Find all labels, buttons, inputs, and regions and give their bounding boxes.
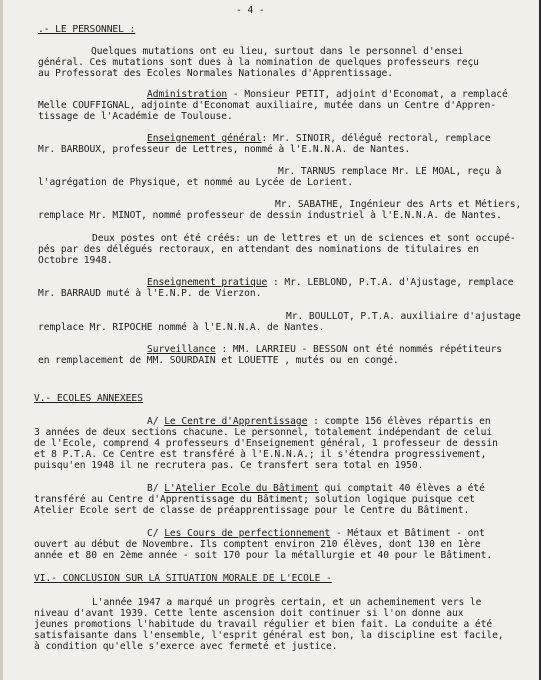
sabathe-line: remplace Mr. MINOT, nommé professeur de dessin industriel à l'E.N.N.A. de Nantes. — [38, 210, 502, 221]
enseignement-general-paragraph: Enseignement général: Mr. SINOIR, délégué rectoral, remplace — [147, 133, 491, 144]
surveillance-line: en remplacement de MM. SOURDAIN et LOUETTE , mutés ou en congé. — [38, 355, 399, 366]
centre-paragraph: A/ Le Centre d'Apprentissage : compte 156 élèves répartis en — [147, 416, 491, 427]
enseignement-general-label: Enseignement général — [147, 133, 262, 144]
enseignement-pratique-paragraph: Enseignement pratique : Mr. LEBLOND, P.T.A. d'Ajustage, remplace — [147, 277, 514, 288]
enseignement-pratique-label: Enseignement pratique — [147, 277, 268, 288]
cours-line: ouvert au début de Novembre. Ils comptent environ 210 élèves, dont 130 en 1ère — [34, 539, 481, 550]
surveillance-label: Surveillance — [147, 344, 216, 355]
surveillance-paragraph: Surveillance : MM. LARRIEU - BESSON ont été nommés répétiteurs — [147, 344, 503, 355]
personnel-intro-line: général. Ces mutations sont dues à la nomination de quelques professeurs reçu — [38, 57, 479, 68]
page-number: - 4 - — [236, 5, 265, 16]
centre-label: Le Centre d'Apprentissage — [164, 416, 308, 427]
postes-line: Octobre 1948. — [38, 255, 113, 266]
atelier-line: transféré au Centre d'Apprentissage du Bâtiment; solution logique puisque cet — [34, 494, 475, 505]
sabathe-line: Mr. SABATHE, Ingénieur des Arts et Métiers, — [275, 199, 522, 210]
atelier-paragraph: B/ L'Atelier Ecole du Bâtiment qui comptait 40 élèves a été — [147, 483, 485, 494]
conclusion-line: jeunes promotions l'habitude du travail régulier et bien fait. La conduite a été — [34, 619, 493, 630]
tarnus-line: Mr. TARNUS remplace Mr. LE MOAL, reçu à — [278, 166, 502, 177]
conclusion-line: à condition qu'elle s'exerce avec fermeté et justice. — [34, 641, 338, 652]
personnel-intro-line: Quelques mutations ont eu lieu, surtout dans le personnel d'ensei — [91, 46, 464, 57]
personnel-intro-line: au Professorat des Ecoles Normales Nationales d'Apprentissage. — [38, 68, 394, 79]
tarnus-line: l'agrégation de Physique, et nommé au Lycée de Lorient. — [38, 177, 353, 188]
section-heading-personnel: .- LE PERSONNEL : — [38, 24, 136, 35]
section-heading-conclusion: VI.- CONCLUSION SUR LA SITUATION MORALE DE L'ECOLE - — [34, 573, 332, 584]
administration-paragraph: Administration - Monsieur PETIT, adjoint d'Economat, a remplacé — [147, 89, 508, 100]
administration-line: Melle COUFFIGNAL, adjointe d'Economat auxiliaire, mutée dans un Centre d'Appren- — [38, 100, 497, 111]
atelier-label: L'Atelier Ecole du Bâtiment — [164, 483, 319, 494]
page-left-edge — [0, 0, 3, 680]
administration-label: Administration — [147, 89, 228, 100]
section-heading-annexes: V.- ECOLES ANNEXEES — [34, 393, 143, 404]
enseignement-general-line: Mr. BARBOUX, professeur de Lettres, nommé à l'E.N.N.A. de Nantes. — [38, 144, 411, 155]
centre-line: et 8 P.T.A. Ce Centre est transféré à l'E.N.N.A.; il s'étendra progressivement, — [34, 449, 487, 460]
administration-line: tissage de l'Académie de Toulouse. — [38, 111, 233, 122]
boullot-line: Mr. BOULLOT, P.T.A. auxiliaire d'ajustage — [286, 311, 521, 322]
cours-label: Les Cours de perfectionnement — [164, 528, 331, 539]
centre-line: de l'Ecole, comprend 4 professeurs d'Enseignement général, 1 professeur de dessin — [34, 438, 498, 449]
conclusion-line: satisfaisante dans l'ensemble, l'esprit général est bon, la discipline est facile, — [34, 630, 504, 641]
atelier-line: Atelier Ecole sert de classe de préapprentissage pour le Centre du Bâtiment. — [34, 505, 470, 516]
centre-line: 3 années de deux sections chacune. Le personnel, totalement indépendant de celui — [34, 427, 493, 438]
conclusion-line: niveau d'avant 1939. Cette lente ascension doit continuer si l'on donne aux — [34, 608, 464, 619]
centre-line: puisqu'en 1948 il ne recrutera pas. Ce transfert sera total en 1950. — [34, 460, 424, 471]
boullot-line: remplace Mr. RIPOCHE nommé à l'E.N.N.A. de Nantes. — [38, 322, 325, 333]
cours-paragraph: C/ Les Cours de perfectionnement - Métaux et Bâtiment - ont — [147, 528, 485, 539]
postes-line: pés par des délégués rectoraux, en attendant des nominations de titulaires en — [38, 244, 479, 255]
postes-line: Deux postes ont été créés: un de lettres et un de sciences et sont occupé- — [92, 233, 516, 244]
conclusion-line: L'année 1947 a marqué un progrès certain, et un acheminement vers le — [92, 597, 482, 608]
cours-line: année et 80 en 2ème année - soit 170 pour la métallurgie et 40 pour le Bâtiment. — [34, 550, 493, 561]
enseignement-pratique-line: Mr. BARRAUD muté à l'E.N.P. de Vierzon. — [38, 288, 262, 299]
